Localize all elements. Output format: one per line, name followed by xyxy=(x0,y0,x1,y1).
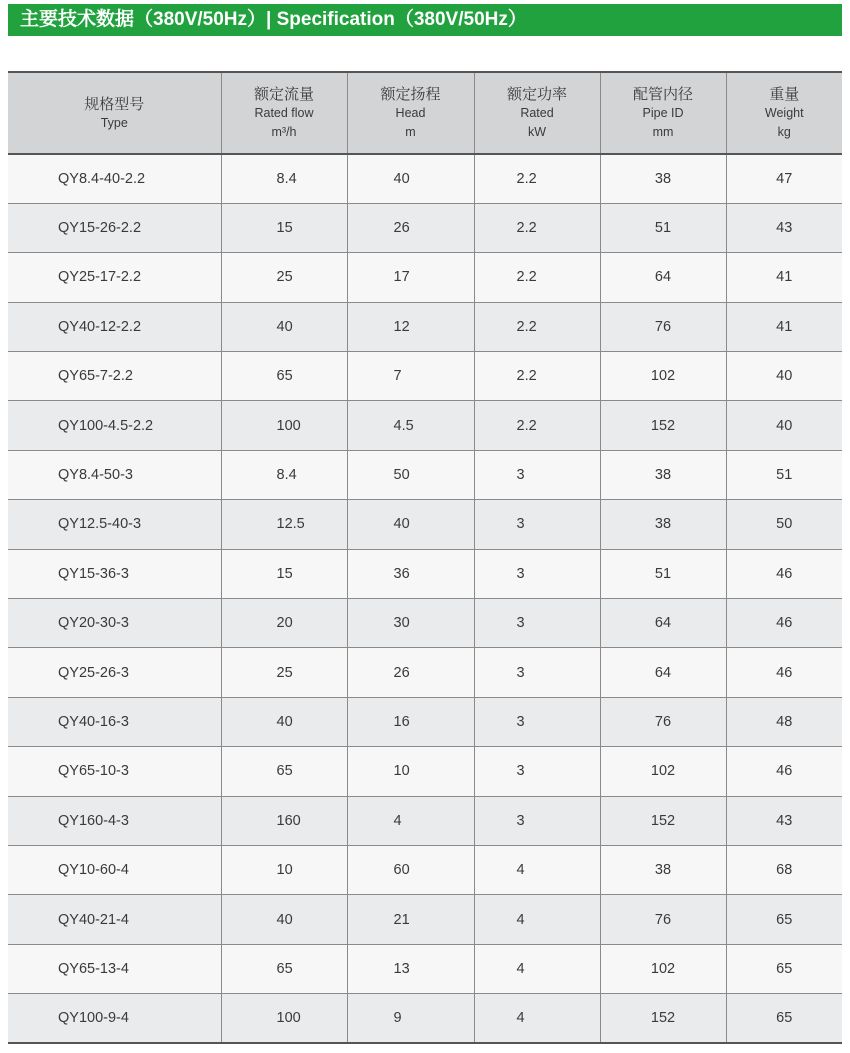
column-header-cn: 重量 xyxy=(769,85,800,103)
column-header-rated-power xyxy=(474,72,600,154)
table-row xyxy=(8,450,842,499)
table-row xyxy=(8,500,842,549)
cell-head: 7 xyxy=(347,352,474,401)
cell-head: 12 xyxy=(347,302,474,351)
cell-rated-flow: 15 xyxy=(221,549,347,598)
table-body xyxy=(8,154,842,1043)
column-header-en: Rated xyxy=(520,105,554,120)
cell-rated-flow: 65 xyxy=(221,944,347,993)
cell-rated-flow: 160 xyxy=(221,796,347,845)
cell-head: 10 xyxy=(347,747,474,796)
cell-rated-power: 2.2 xyxy=(474,302,600,351)
specification-table xyxy=(8,71,842,1044)
cell-rated-flow: 40 xyxy=(221,302,347,351)
cell-weight: 43 xyxy=(726,203,842,252)
column-header-unit: m³/h xyxy=(271,124,297,139)
cell-pipe-id: 38 xyxy=(600,154,726,203)
table-header-row xyxy=(8,72,842,154)
cell-pipe-id: 102 xyxy=(600,352,726,401)
cell-rated-flow: 100 xyxy=(221,994,347,1043)
column-header-cn: 额定扬程 xyxy=(380,85,441,103)
cell-type: QY15-26-2.2 xyxy=(8,203,221,252)
cell-pipe-id: 38 xyxy=(600,500,726,549)
cell-head: 40 xyxy=(347,500,474,549)
cell-rated-power: 4 xyxy=(474,895,600,944)
column-header-en: Type xyxy=(100,115,128,130)
cell-rated-power: 2.2 xyxy=(474,352,600,401)
column-header-cn: 配管内径 xyxy=(632,85,693,103)
table-row xyxy=(8,253,842,302)
table-row xyxy=(8,845,842,894)
cell-type: QY10-60-4 xyxy=(8,845,221,894)
cell-rated-power: 4 xyxy=(474,944,600,993)
cell-head: 21 xyxy=(347,895,474,944)
cell-type: QY40-16-3 xyxy=(8,697,221,746)
cell-rated-power: 2.2 xyxy=(474,154,600,203)
cell-head: 17 xyxy=(347,253,474,302)
cell-head: 50 xyxy=(347,450,474,499)
cell-pipe-id: 152 xyxy=(600,401,726,450)
cell-weight: 41 xyxy=(726,302,842,351)
cell-head: 36 xyxy=(347,549,474,598)
cell-rated-flow: 25 xyxy=(221,648,347,697)
column-header-unit: m xyxy=(405,124,416,139)
table-row xyxy=(8,154,842,203)
cell-head: 4.5 xyxy=(347,401,474,450)
cell-pipe-id: 64 xyxy=(600,648,726,697)
section-title-banner xyxy=(8,4,842,36)
cell-pipe-id: 38 xyxy=(600,845,726,894)
cell-rated-flow: 8.4 xyxy=(221,450,347,499)
column-header-en: Rated flow xyxy=(254,105,314,120)
table-row xyxy=(8,302,842,351)
cell-pipe-id: 51 xyxy=(600,203,726,252)
cell-type: QY40-21-4 xyxy=(8,895,221,944)
table-row xyxy=(8,895,842,944)
column-header-cn: 规格型号 xyxy=(84,95,145,113)
cell-type: QY65-13-4 xyxy=(8,944,221,993)
cell-rated-flow: 65 xyxy=(221,747,347,796)
cell-rated-power: 4 xyxy=(474,994,600,1043)
column-header-type xyxy=(8,72,221,154)
cell-pipe-id: 51 xyxy=(600,549,726,598)
column-header-cn: 额定功率 xyxy=(506,85,567,103)
column-header-head xyxy=(347,72,474,154)
cell-pipe-id: 102 xyxy=(600,944,726,993)
cell-pipe-id: 76 xyxy=(600,895,726,944)
cell-rated-power: 3 xyxy=(474,500,600,549)
cell-type: QY100-9-4 xyxy=(8,994,221,1043)
cell-rated-power: 3 xyxy=(474,697,600,746)
cell-weight: 46 xyxy=(726,648,842,697)
cell-rated-power: 3 xyxy=(474,549,600,598)
cell-weight: 46 xyxy=(726,599,842,648)
cell-head: 4 xyxy=(347,796,474,845)
column-header-weight xyxy=(726,72,842,154)
cell-head: 26 xyxy=(347,648,474,697)
cell-weight: 68 xyxy=(726,845,842,894)
cell-weight: 40 xyxy=(726,401,842,450)
cell-rated-flow: 12.5 xyxy=(221,500,347,549)
cell-head: 60 xyxy=(347,845,474,894)
cell-head: 26 xyxy=(347,203,474,252)
cell-rated-power: 2.2 xyxy=(474,253,600,302)
column-header-en: Weight xyxy=(764,105,804,120)
cell-type: QY65-10-3 xyxy=(8,747,221,796)
table-row xyxy=(8,599,842,648)
column-header-pipe-id xyxy=(600,72,726,154)
cell-weight: 51 xyxy=(726,450,842,499)
cell-weight: 46 xyxy=(726,747,842,796)
column-header-unit: kW xyxy=(527,124,547,139)
cell-rated-power: 3 xyxy=(474,648,600,697)
cell-weight: 65 xyxy=(726,944,842,993)
cell-pipe-id: 76 xyxy=(600,302,726,351)
cell-pipe-id: 38 xyxy=(600,450,726,499)
table-row xyxy=(8,352,842,401)
section-title: 主要技术数据（380V/50Hz）| Specification（380V/50Hz） xyxy=(20,9,527,30)
cell-weight: 65 xyxy=(726,994,842,1043)
table-row xyxy=(8,747,842,796)
cell-pipe-id: 152 xyxy=(600,796,726,845)
cell-type: QY12.5-40-3 xyxy=(8,500,221,549)
column-header-en: Head xyxy=(395,105,426,120)
table-row xyxy=(8,944,842,993)
cell-weight: 48 xyxy=(726,697,842,746)
table-row xyxy=(8,994,842,1043)
cell-rated-power: 3 xyxy=(474,450,600,499)
cell-rated-power: 2.2 xyxy=(474,401,600,450)
cell-pipe-id: 102 xyxy=(600,747,726,796)
cell-rated-flow: 40 xyxy=(221,697,347,746)
table-row xyxy=(8,549,842,598)
column-header-rated-flow xyxy=(221,72,347,154)
cell-rated-power: 3 xyxy=(474,796,600,845)
column-header-cn: 额定流量 xyxy=(253,85,314,103)
cell-rated-flow: 15 xyxy=(221,203,347,252)
cell-rated-flow: 20 xyxy=(221,599,347,648)
cell-pipe-id: 152 xyxy=(600,994,726,1043)
cell-type: QY20-30-3 xyxy=(8,599,221,648)
cell-weight: 46 xyxy=(726,549,842,598)
cell-type: QY25-17-2.2 xyxy=(8,253,221,302)
cell-type: QY25-26-3 xyxy=(8,648,221,697)
cell-head: 13 xyxy=(347,944,474,993)
table-row xyxy=(8,648,842,697)
cell-weight: 40 xyxy=(726,352,842,401)
table-row xyxy=(8,796,842,845)
cell-weight: 41 xyxy=(726,253,842,302)
cell-weight: 50 xyxy=(726,500,842,549)
cell-head: 16 xyxy=(347,697,474,746)
cell-rated-power: 3 xyxy=(474,747,600,796)
cell-rated-flow: 100 xyxy=(221,401,347,450)
cell-rated-power: 3 xyxy=(474,599,600,648)
column-header-unit: mm xyxy=(652,124,674,139)
cell-type: QY160-4-3 xyxy=(8,796,221,845)
cell-weight: 47 xyxy=(726,154,842,203)
cell-pipe-id: 76 xyxy=(600,697,726,746)
cell-pipe-id: 64 xyxy=(600,599,726,648)
cell-rated-power: 2.2 xyxy=(474,203,600,252)
cell-head: 30 xyxy=(347,599,474,648)
cell-weight: 65 xyxy=(726,895,842,944)
cell-head: 9 xyxy=(347,994,474,1043)
table-row xyxy=(8,697,842,746)
cell-head: 40 xyxy=(347,154,474,203)
cell-type: QY8.4-50-3 xyxy=(8,450,221,499)
cell-pipe-id: 64 xyxy=(600,253,726,302)
cell-rated-flow: 40 xyxy=(221,895,347,944)
table-row xyxy=(8,401,842,450)
cell-type: QY15-36-3 xyxy=(8,549,221,598)
cell-type: QY100-4.5-2.2 xyxy=(8,401,221,450)
cell-rated-flow: 25 xyxy=(221,253,347,302)
cell-type: QY8.4-40-2.2 xyxy=(8,154,221,203)
cell-rated-flow: 10 xyxy=(221,845,347,894)
column-header-unit: kg xyxy=(777,124,791,139)
cell-rated-power: 4 xyxy=(474,845,600,894)
cell-type: QY65-7-2.2 xyxy=(8,352,221,401)
column-header-en: Pipe ID xyxy=(642,105,684,120)
cell-rated-flow: 8.4 xyxy=(221,154,347,203)
cell-weight: 43 xyxy=(726,796,842,845)
table-row xyxy=(8,203,842,252)
cell-type: QY40-12-2.2 xyxy=(8,302,221,351)
cell-rated-flow: 65 xyxy=(221,352,347,401)
